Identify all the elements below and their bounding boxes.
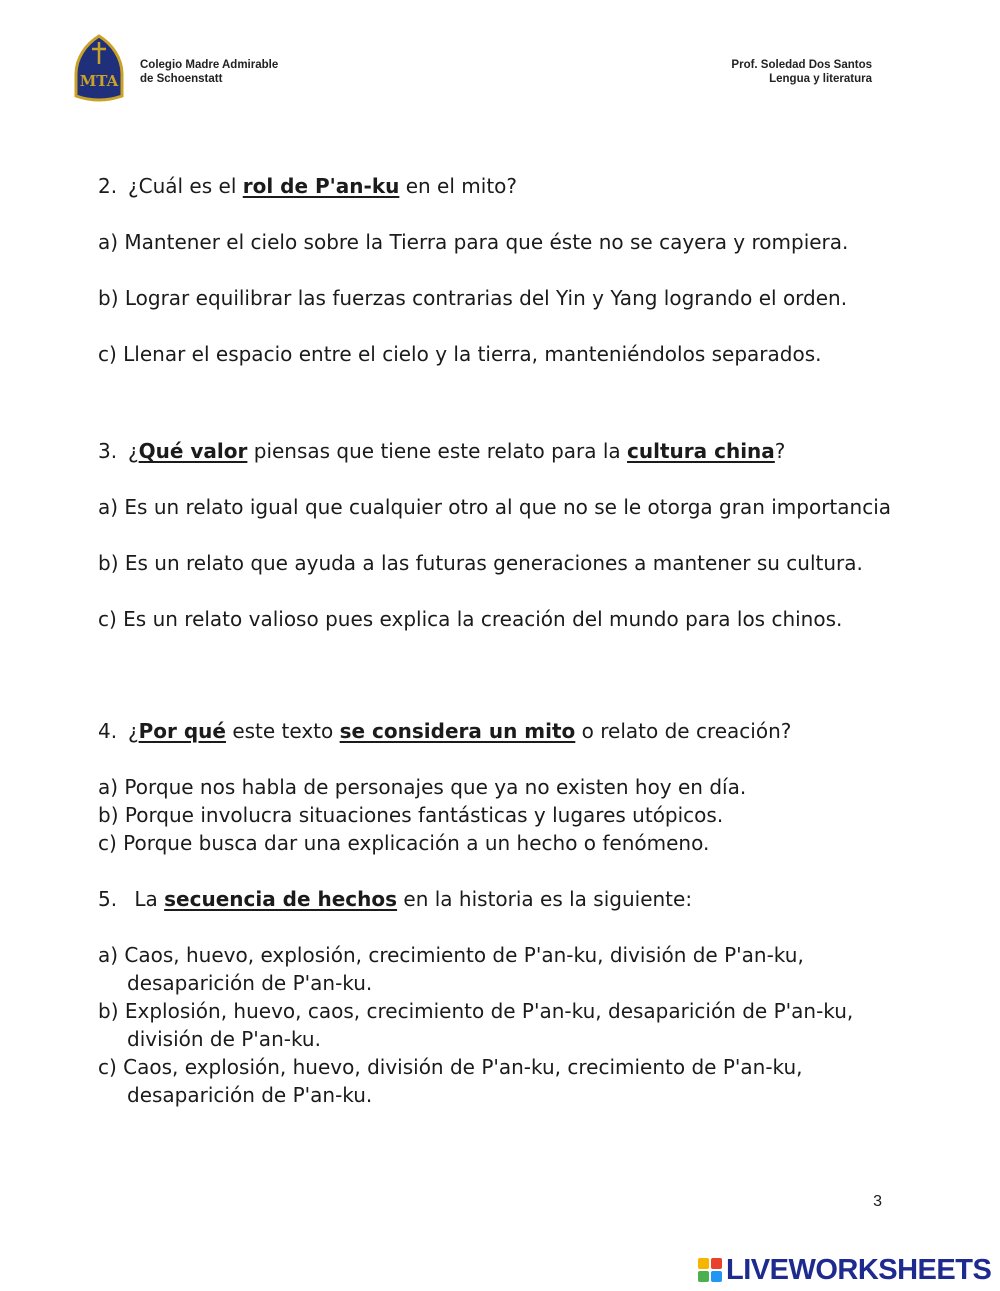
- question-text: este texto: [225, 719, 340, 743]
- page-header: [0, 0, 1000, 110]
- question-number: 3.: [98, 439, 118, 463]
- q5-option-a[interactable]: a) Caos, huevo, explosión, crecimiento de P'an-ku, división de P'an-ku, desaparición de P'an-ku.: [98, 943, 804, 995]
- question-keyword: Por qué: [138, 719, 226, 743]
- question-text: ?: [774, 439, 786, 463]
- question-keyword: rol de P'an-ku: [242, 174, 400, 198]
- question-keyword: se considera un mito: [339, 719, 576, 743]
- question-2: [98, 172, 517, 200]
- liveworksheets-logo-icon: [698, 1258, 722, 1282]
- question-number: 2.: [98, 174, 118, 198]
- liveworksheets-brand: LIVEWORKSHEETS: [726, 1254, 992, 1286]
- q4-option-a[interactable]: a) Porque nos habla de personajes que ya no existen hoy en día.: [98, 775, 747, 799]
- crest-letters: MTA: [79, 72, 119, 90]
- school-crest-icon: [72, 34, 126, 102]
- page-number: 3: [873, 1193, 882, 1210]
- q5-option-c[interactable]: c) Caos, explosión, huevo, división de P'an-ku, crecimiento de P'an-ku, desaparición de P'an-ku.: [98, 1055, 803, 1107]
- school-name: [140, 58, 278, 86]
- question-text: ¿: [128, 439, 139, 463]
- question-3: [98, 437, 785, 465]
- teacher-name: Prof. Soledad Dos Santos: [731, 59, 872, 71]
- question-text: en la historia es la siguiente:: [397, 887, 693, 911]
- question-text: La: [128, 887, 165, 911]
- q4-option-c[interactable]: c) Porque busca dar una explicación a un hecho o fenómeno.: [98, 831, 710, 855]
- question-5: [98, 885, 692, 913]
- q3-option-a[interactable]: a) Es un relato igual que cualquier otro al que no se le otorga gran importancia: [98, 495, 892, 519]
- question-4: [98, 717, 791, 745]
- q5-option-b[interactable]: b) Explosión, huevo, caos, crecimiento de P'an-ku, desaparición de P'an-ku, división de P'an-ku.: [98, 999, 854, 1051]
- question-number: 5.: [98, 887, 118, 911]
- teacher-info: [731, 58, 872, 86]
- q2-option-c[interactable]: c) Llenar el espacio entre el cielo y la tierra, manteniéndolos separados.: [98, 342, 822, 366]
- question-keyword: cultura china: [627, 439, 775, 463]
- question-text: ¿Cuál es el: [128, 174, 243, 198]
- school-name-line1: Colegio Madre Admirable: [140, 59, 279, 71]
- question-text: ¿: [128, 719, 139, 743]
- subject-name: Lengua y literatura: [769, 73, 872, 85]
- question-keyword: secuencia de hechos: [164, 887, 398, 911]
- question-text: piensas que tiene este relato para la: [247, 439, 628, 463]
- question-text: o relato de creación?: [575, 719, 792, 743]
- q3-option-c[interactable]: c) Es un relato valioso pues explica la creación del mundo para los chinos.: [98, 607, 843, 631]
- question-number: 4.: [98, 719, 118, 743]
- q2-option-a[interactable]: a) Mantener el cielo sobre la Tierra para que éste no se cayera y rompiera.: [98, 230, 849, 254]
- question-keyword: Qué valor: [138, 439, 248, 463]
- question-text: en el mito?: [399, 174, 518, 198]
- school-name-line2: de Schoenstatt: [140, 73, 223, 85]
- q4-option-b[interactable]: b) Porque involucra situaciones fantásticas y lugares utópicos.: [98, 803, 724, 827]
- q2-option-b[interactable]: b) Lograr equilibrar las fuerzas contrarias del Yin y Yang logrando el orden.: [98, 286, 848, 310]
- q3-option-b[interactable]: b) Es un relato que ayuda a las futuras generaciones a mantener su cultura.: [98, 551, 863, 575]
